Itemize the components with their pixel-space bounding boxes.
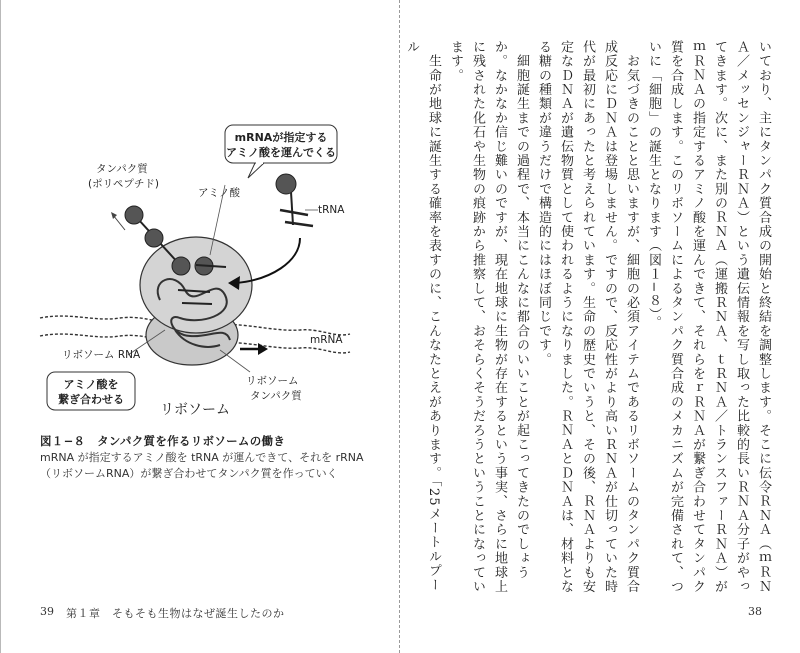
ribosome-label: リボソーム [160, 402, 230, 418]
mrna-label: mRNA [310, 334, 343, 346]
amino-acid-bead [125, 206, 143, 224]
callout-bottom-line-2: 繋ぎ合わせる [58, 393, 124, 406]
running-head: 第１章 そもそも生物はなぜ誕生したのか [66, 607, 285, 620]
figure-title: 図１−８ タンパク質を作るリボソームの働き [40, 434, 286, 448]
trna-label: tRNA [318, 204, 345, 216]
amino-acid-bead [172, 257, 190, 275]
ribosome-figure [0, 0, 400, 430]
callout-top-line-2: アミノ酸を運んでくる [226, 146, 336, 159]
page-number-right: 38 [748, 605, 762, 618]
figure-caption: mRNA が指定するアミノ酸を tRNA が運んできて、それを rRNA（リボソームRNA）が繋ぎ合わせてタンパク質を作っていく [40, 451, 364, 480]
protein-label: タンパク質 [96, 163, 148, 175]
ribosome-protein-label-2: タンパク質 [250, 390, 302, 402]
trna-amino-acid [276, 174, 296, 194]
page-number-left: 39 [40, 605, 54, 618]
callout-bottom-line-1: アミノ酸を [63, 378, 119, 391]
ribosome-rna-label: リボソーム RNA [62, 349, 141, 361]
amino-acid-label: アミノ酸 [198, 187, 240, 199]
body-text: いており、主にタンパク質合成の開始と終結を調整します。そこに伝令ＲＮＡ（ｍＲＮＡ／メッセンジャーＲＮＡ）という遺伝情報を写し取った比較的長いＲＮＡ分子がやってきます。次に、また別のＲＮＡ（運搬ＲＮＡ、ｔＲＮＡ／トランスファーＲＮＡ）がｍＲＮＡの指定するアミノ酸を運んできて、それらをｒＲＮＡが繋ぎ合わせてタンパク質を合成します。このリボソームによるタンパク質合成のメカニズムが完備されて、ついに「細胞」の誕生となります（図１−８）。 お気づきのことと思いますが、細胞の必須アイテムであるリボソームのタンパク質合成反応にＤＮＡは登場しません。ですので、反応性がより高いＲＮＡが仕切っていた時代が最初にあったと考えられています。生命の歴史でいうと、その後、ＲＮＡよりも安定なＤＮＡが遺伝物質として使われるようになりました。ＲＮＡとＤＮＡは、材料となる糖の種類が違うだけで構造的にはほぼ同じです。 細胞誕生までの過程で、本当にこんなに都合のいいことが起こってきたのでしょうか。なかなか信じ難いのですが、現在地球に生物が存在するという事実、さらに地球上に残された化石や生物の痕跡から推察して、おそらくそうだろうということになっています。 生命が地球に誕生する確率を表すのに、こんなたとえがあります。「25メートルプール [404, 40, 771, 594]
ribosome-protein-label-1: リボソーム [246, 375, 299, 387]
polypeptide-label: (ポリペプチド) [88, 178, 159, 190]
callout-top-line-1: mRNAが指定する [234, 131, 328, 144]
amino-acid-bead [145, 229, 163, 247]
